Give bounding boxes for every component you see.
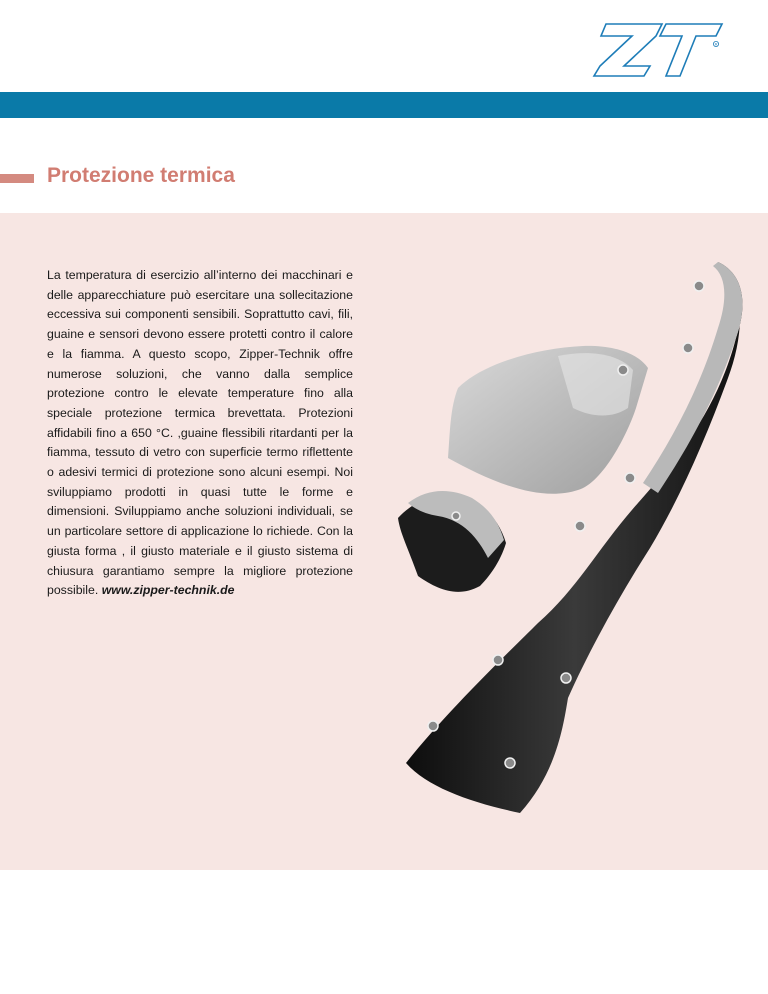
website-link[interactable]: www.zipper-technik.de bbox=[101, 583, 235, 598]
section-title: Protezione termica bbox=[47, 164, 235, 187]
header-band bbox=[0, 92, 768, 118]
svg-text:R: R bbox=[714, 41, 718, 47]
zt-logo-icon bbox=[592, 20, 724, 80]
body-paragraph bbox=[47, 266, 353, 601]
body-paragraph-text: La temperatura di esercizio all’interno dei macchinari e delle apparecchiature può esercitare una sollecitazione eccessiva sui componenti sensibili. Soprattutto cavi, fili, guaine e sensori devono essere protetti contro il calore e la fiamma. A questo scopo, Zipper-Technik offre numerose soluzioni, che vanno dalla semplice protezione contro le elevate temperature fino alla speciale protezione termica brevettata. Protezioni affidabili fino a 650 °C. ,guaine flessibili ritardanti per la fiamma, tessuto di vetro con superficie termo riflettente o adesivi termici di protezione sono alcuni esempi. Noi sviluppiamo prodotti in quasi tutte le forme e dimensioni. Sviluppiamo anche soluzioni individuali, se un particolare settore di applicazione lo richiede. Con la giusta forma , il giusto materiale e il giusto sistema di chiusura garantiamo sempre la migliore protezione possibile. bbox=[47, 268, 353, 598]
section-title-marker bbox=[0, 174, 34, 183]
heat-protection-sleeves-image bbox=[388, 258, 760, 842]
